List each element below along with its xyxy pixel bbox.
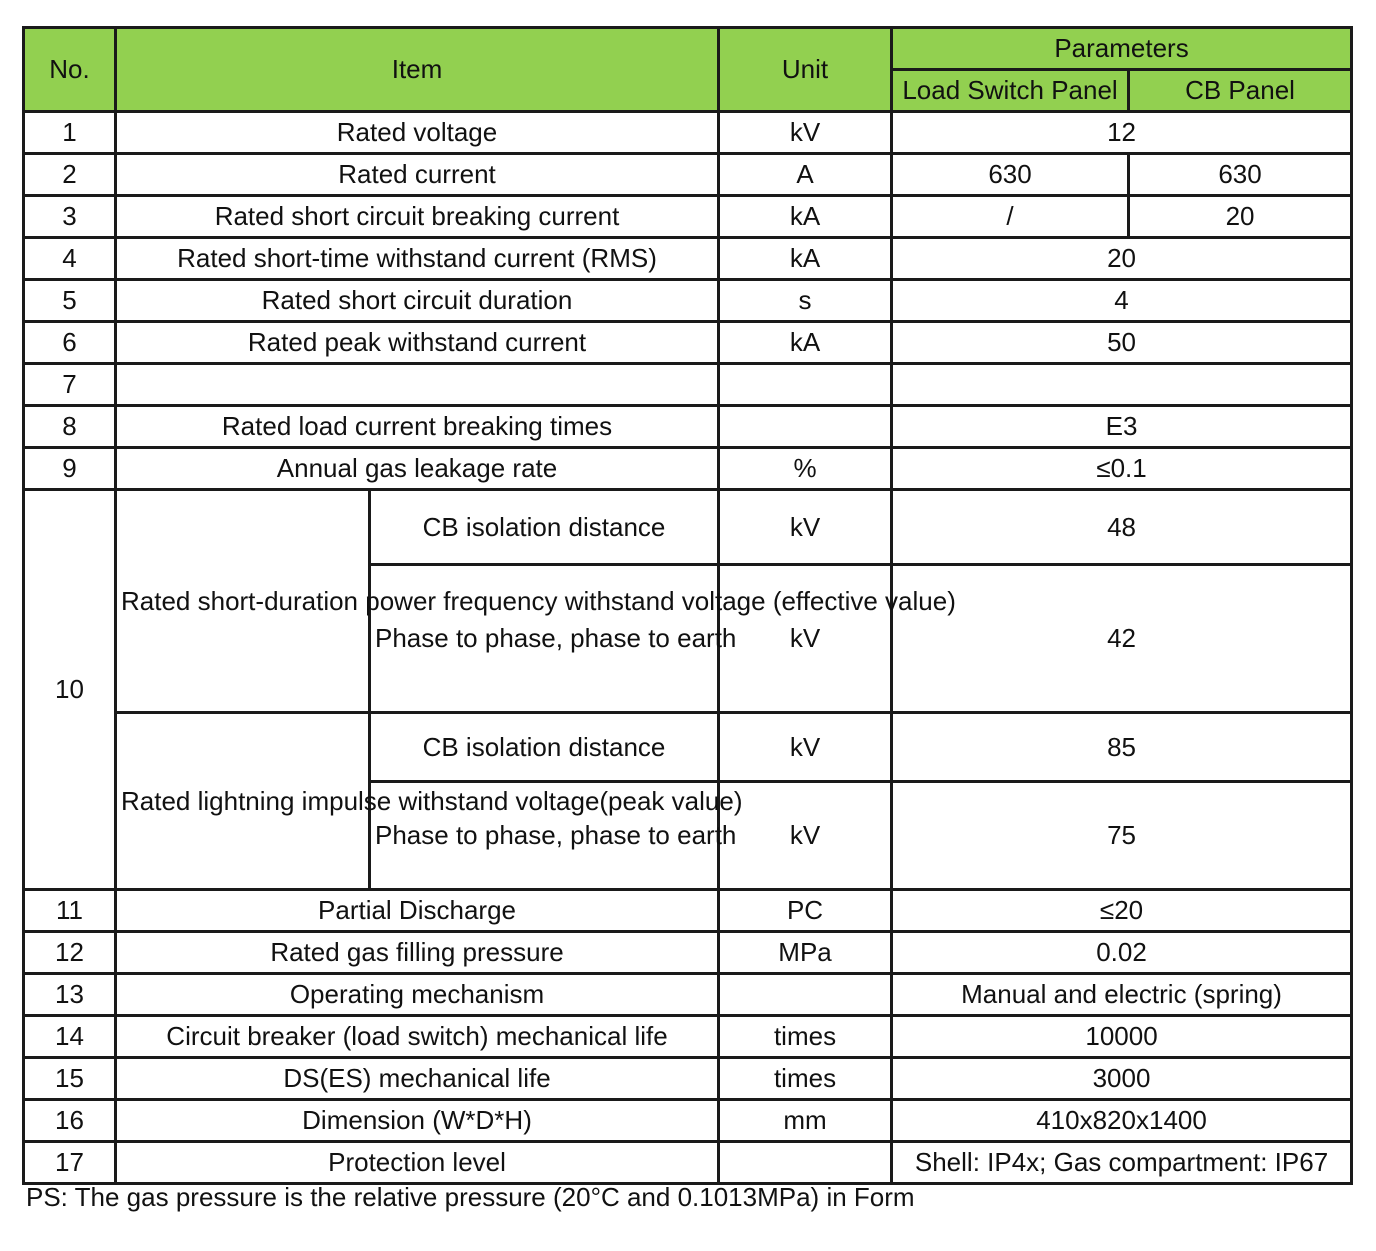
row-no: 8 [24,406,116,448]
table-row [24,364,1352,406]
table-row [24,448,1352,490]
row-value: 3000 [892,1058,1352,1100]
row-no: 17 [24,1142,116,1184]
row-no: 4 [24,238,116,280]
table-row [24,406,1352,448]
row-value: ≤0.1 [892,448,1352,490]
row-item: Circuit breaker (load switch) mechanical life [116,1016,719,1058]
table-row [24,196,1352,238]
table-row [24,280,1352,322]
table-row [24,1016,1352,1058]
table-row [24,490,1352,565]
row-unit [719,974,892,1016]
header-load-switch-panel: Load Switch Panel [892,70,1129,112]
header-no: No. [24,28,116,112]
row-unit: A [719,154,892,196]
table-row [24,322,1352,364]
table-row [24,238,1352,280]
row-value: 0.02 [892,932,1352,974]
table-row [24,713,1352,782]
parameters-table [22,26,1353,1185]
row-unit: times [719,1058,892,1100]
row-unit: kA [719,196,892,238]
table-row [24,1058,1352,1100]
table-row [24,1142,1352,1184]
row-unit: kV [719,565,892,713]
row-value: 85 [892,713,1352,782]
header-unit: Unit [719,28,892,112]
row-no: 9 [24,448,116,490]
row-unit: kA [719,322,892,364]
row-value: Manual and electric (spring) [892,974,1352,1016]
sub-item: Phase to phase, phase to earth [370,565,719,713]
row-item: Rated short-time withstand current (RMS) [116,238,719,280]
row-no: 10 [24,490,116,890]
row-unit: kV [719,782,892,890]
row-no: 5 [24,280,116,322]
header-row [24,28,1352,70]
table-row [24,1100,1352,1142]
row-value: ≤20 [892,890,1352,932]
table-row [24,890,1352,932]
row-value: 410x820x1400 [892,1100,1352,1142]
row-no: 3 [24,196,116,238]
row-unit: kV [719,713,892,782]
row-no: 2 [24,154,116,196]
sub-item: CB isolation distance [370,713,719,782]
footnote: PS: The gas pressure is the relative pressure (20°C and 0.1013MPa) in Form [26,1182,915,1212]
sub-item: CB isolation distance [370,490,719,565]
row-value-load-switch: / [892,196,1129,238]
row-unit: kV [719,490,892,565]
sub-item: Phase to phase, phase to earth [370,782,719,890]
header-cb-panel: CB Panel [1129,70,1352,112]
table-row [24,154,1352,196]
table-row [24,974,1352,1016]
row-item: Rated peak withstand current [116,322,719,364]
row-item: Rated gas filling pressure [116,932,719,974]
row-unit: mm [719,1100,892,1142]
row-unit: % [719,448,892,490]
row-item: Rated load current breaking times [116,406,719,448]
row-value: 10000 [892,1016,1352,1058]
row-no: 7 [24,364,116,406]
row-item [116,364,719,406]
row-value: 75 [892,782,1352,890]
row-item: Rated current [116,154,719,196]
row-no: 15 [24,1058,116,1100]
row-unit: PC [719,890,892,932]
row-no: 13 [24,974,116,1016]
row-unit: times [719,1016,892,1058]
row-value: 50 [892,322,1352,364]
row-item: Rated short circuit duration [116,280,719,322]
table-row [24,112,1352,154]
row-item: Rated voltage [116,112,719,154]
row-value: E3 [892,406,1352,448]
row-no: 11 [24,890,116,932]
row-unit [719,364,892,406]
row-value: Shell: IP4x; Gas compartment: IP67 [892,1142,1352,1184]
header-parameters: Parameters [892,28,1352,70]
row-value [892,364,1352,406]
row-item: Dimension (W*D*H) [116,1100,719,1142]
row-item: Operating mechanism [116,974,719,1016]
header-item: Item [116,28,719,112]
row-unit: kA [719,238,892,280]
row-item: Rated short circuit breaking current [116,196,719,238]
row-value-cb: 20 [1129,196,1352,238]
row-value-cb: 630 [1129,154,1352,196]
row-value: 42 [892,565,1352,713]
row-no: 12 [24,932,116,974]
row-unit: MPa [719,932,892,974]
row-value: 20 [892,238,1352,280]
row-no: 14 [24,1016,116,1058]
row-unit: s [719,280,892,322]
row-value: 48 [892,490,1352,565]
power-frequency-voltage-label: Rated short-duration power frequency withstand voltage (effective value) [116,490,370,713]
row-item: DS(ES) mechanical life [116,1058,719,1100]
row-unit: kV [719,112,892,154]
row-no: 6 [24,322,116,364]
row-value: 4 [892,280,1352,322]
row-unit [719,406,892,448]
row-unit [719,1142,892,1184]
row-value: 12 [892,112,1352,154]
row-item: Annual gas leakage rate [116,448,719,490]
lightning-impulse-voltage-label: Rated lightning impulse withstand voltage(peak value) [116,713,370,890]
row-value-load-switch: 630 [892,154,1129,196]
row-item: Partial Discharge [116,890,719,932]
row-item: Protection level [116,1142,719,1184]
table-row [24,932,1352,974]
row-no: 1 [24,112,116,154]
row-no: 16 [24,1100,116,1142]
